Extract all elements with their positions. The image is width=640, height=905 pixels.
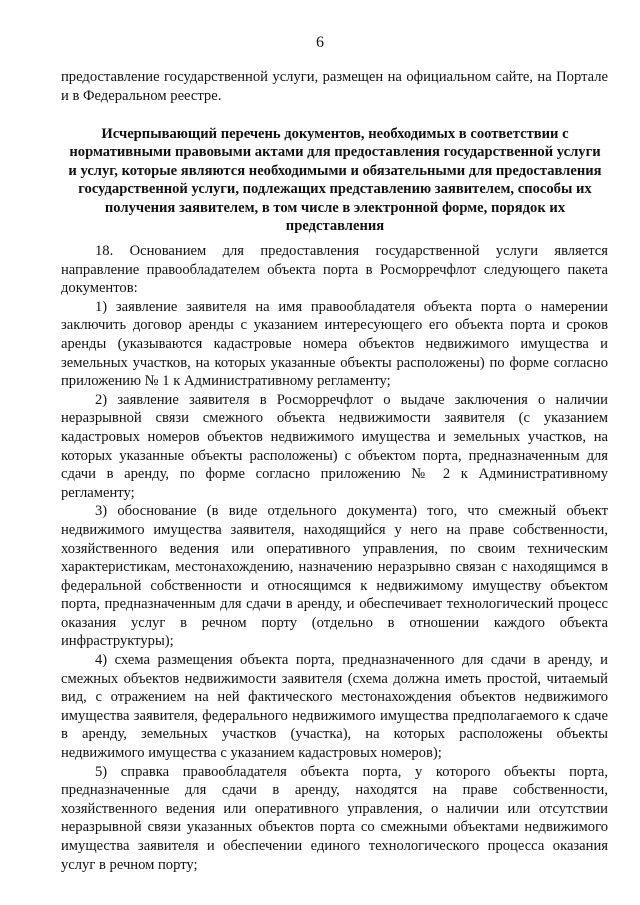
list-item-3: 3) обоснование (в виде отдельного документа) того, что смежный объект недвижимого имущества заявителя, находящийся у него на праве собственности, хозяйственного ведения или оперативного управления, по своим техническим характеристикам, местонахождению, назначению неразрывно связан с находящимся в федеральной собственности и относящимся к недвижимому имуществу объектом порта, предназначенным для сдачи в аренду, и обеспечивает технологический процесс оказания услуг в речном порту (отдельно в отношении каждого объекта инфраструктуры);: [61, 503, 608, 650]
list-item-2: 2) заявление заявителя в Росморречфлот о выдаче заключения о наличии неразрывной связи смежного объекта недвижимости заявителя (с указанием кадастровых номеров объектов недвижимого имущества и земельных участков, на которых указанные объекты расположены) с объектом порта, предназначенным для сдачи в аренду, по форме согласно приложению № 2 к Административному регламенту;: [61, 391, 608, 501]
list-item-4: 4) схема размещения объекта порта, предназначенного для сдачи в аренду, и смежных объектов недвижимости заявителя (схема должна иметь простой, читаемый вид, с отражением на ней фактического местонахождения объектов недвижимого имущества заявителя, федерального недвижимого имущества предполагаемого к сдаче в аренду, земельных участков (участка), на которых расположены объекты недвижимого имущества с указанием кадастровых номеров);: [61, 652, 608, 762]
list-item-1: 1) заявление заявителя на имя правообладателя объекта порта о намерении заключить договор аренды с указанием интересующего его объекта порта и сроков аренды (указываются кадастровые номера объектов недвижимого имущества и земельных участков, на которых указанные объекты расположены) по форме согласно приложению № 1 к Административному регламенту;: [61, 298, 608, 390]
paragraph-18: 18. Основанием для предоставления государственной услуги является направление правообладателем объекта порта в Росморречфлот следующего пакета документов:: [61, 243, 608, 297]
document-body: [61, 242, 608, 874]
page-number: 6: [316, 34, 324, 51]
intro-paragraph: предоставление государственной услуги, размещен на официальном сайте, на Портале и в Федеральном реестре.: [61, 69, 608, 104]
section-heading: Исчерпывающий перечень документов, необходимых в соответствии с нормативными правовыми актами для предоставления государственной услуги и услуг, которые являются необходимыми и обязательными для предоставления государственной услуги, подлежащих представлению заявителем, способы их получения заявителем, в том числе в электронной форме, порядок их представления: [68, 126, 602, 235]
list-item-5: 5) справка правообладателя объекта порта, у которого объекты порта, предназначенные для сдачи в аренду, находятся на праве собственности, хозяйственного ведения или оперативного управления, о наличии или отсутствии неразрывной связи указанных объектов порта со смежными объектами недвижимого имущества заявителя и обеспечении единого технологического процесса оказания услуг в речном порту;: [61, 763, 608, 873]
